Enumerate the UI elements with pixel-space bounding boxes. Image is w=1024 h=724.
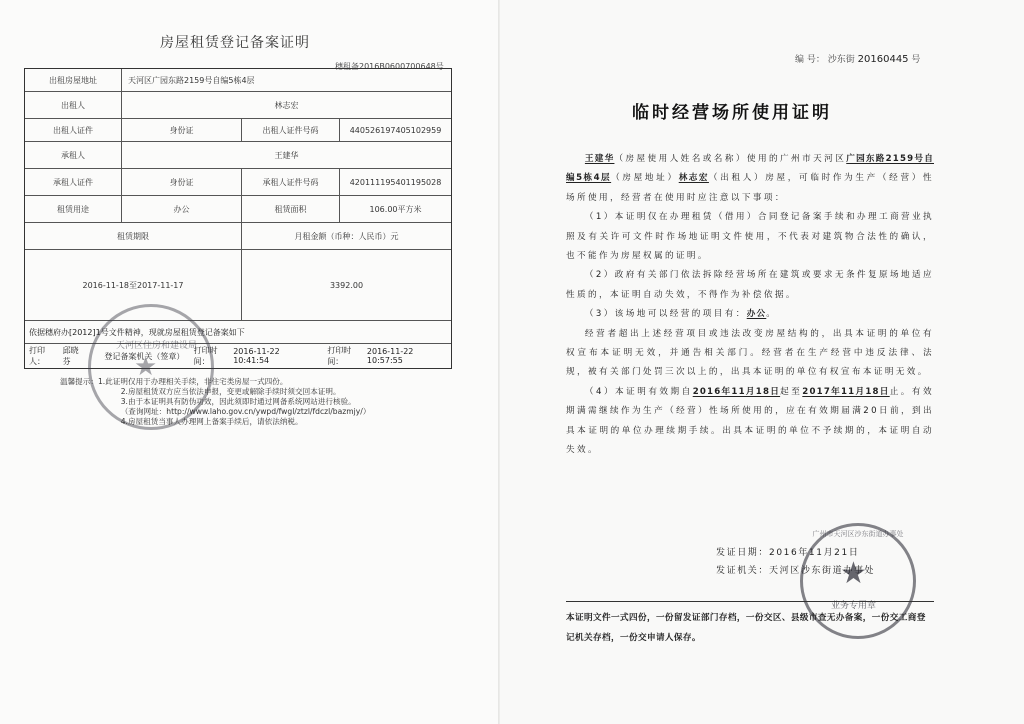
usage-label: 租赁用途 xyxy=(25,196,122,222)
notice-line: 3.由于本证明具有防伪功效，因此须即时通过网备系统网站进行核验。 xyxy=(120,397,356,406)
lessor-id-no: 440526197405102959 xyxy=(349,125,442,135)
notice-line: 温馨提示：1.此证明仅用于办理相关手续，非住宅类房屋一式四份。 xyxy=(60,377,288,386)
seal-ring-text: 广州市天河区沙东街道办事处 xyxy=(812,530,904,538)
lessee-value: 王建华 xyxy=(274,150,299,160)
footer-note: 本证明文件一式四份，一份留发证部门存档，一份交区、县级市查无办备案，一份交工商登记机关存档，一份交申请人保存。 xyxy=(566,613,926,643)
print-time: 2016-11-22 10:41:54 xyxy=(233,347,280,365)
lessor-id-type: 身份证 xyxy=(122,119,242,141)
table-row xyxy=(25,69,451,92)
basis-note: 依据穗府办[2012]1号文件精神，现就房屋租赁登记备案如下 xyxy=(29,327,245,337)
table-row xyxy=(25,321,451,344)
lessor-value: 林志宏 xyxy=(274,100,299,110)
usage-value: 办公 xyxy=(122,196,242,222)
seal-star-icon: ★ xyxy=(840,556,867,591)
premises-address: 广园东路2159号自编5栋4层 xyxy=(566,154,934,184)
lessee-label: 承租人 xyxy=(25,142,122,168)
lessee-id-no-label: 承租人证件号码 xyxy=(242,169,340,195)
notice-url: （查询网址：http://www.laho.gov.cn/ywpd/fwgl/ztzl/fdczl/bazmjy/） xyxy=(120,407,371,416)
period-value: 2016-11-18至2017-11-17 xyxy=(25,250,242,320)
printer-name: 邱晓芬 xyxy=(62,346,79,366)
printer-label: 打印人： xyxy=(29,346,45,366)
lessor-id-label: 出租人证件 xyxy=(25,119,122,141)
serial-no: 20160445 xyxy=(857,54,909,65)
user-name: 王建华 xyxy=(584,154,615,164)
paragraph-intro: 王建华（房屋使用人姓名或名称）使用的广州市天河区广园东路2159号自编5栋4层（房屋地址）林志宏（出租人）房屋，可临时作为生产（经营）性场所使用，经营者在使用时应注意以下事项： xyxy=(566,154,934,203)
seal-label: 业务专用章 xyxy=(831,601,877,611)
owner-name: 林志宏 xyxy=(678,173,709,184)
time2: 2016-11-22 10:57:55 xyxy=(366,347,414,365)
seal-text: 天河区住房和建设局 xyxy=(116,341,198,351)
table-row xyxy=(25,196,451,223)
area-label: 租赁面积 xyxy=(242,196,340,222)
serial-number: 编 号： 沙东街 20160445 号 xyxy=(795,54,921,65)
table-row xyxy=(25,142,451,169)
certificate-title: 临时经营场所使用证明 xyxy=(632,103,832,123)
table-row xyxy=(25,250,451,321)
print-time-label: 打印时间： xyxy=(193,346,218,366)
certificate-body xyxy=(566,150,934,461)
notice-block xyxy=(60,377,370,427)
business-scope: 办公 xyxy=(746,309,767,320)
address-label: 出租房屋地址 xyxy=(25,69,122,91)
seal-star-icon: ★ xyxy=(134,352,158,382)
divider xyxy=(566,601,934,602)
office-label: 登记备案机关（签章） xyxy=(104,351,185,361)
table-row xyxy=(25,223,451,250)
rent-label: 月租金额（币种：人民币）元 xyxy=(294,231,399,241)
area-value: 106.00平方米 xyxy=(369,204,422,214)
issuer: 发证机关：天河区沙东街道办事处 xyxy=(716,566,876,576)
time2-label: 打印时间： xyxy=(327,346,352,366)
issue-date: 发证日期：2016年11月21日 xyxy=(716,548,860,558)
table-row xyxy=(25,119,451,142)
valid-start: 2016年11月18日 xyxy=(692,386,781,397)
notice-line: 2.房屋租赁双方应当依法申报，变更或解除手续时须交回本证明。 xyxy=(120,387,341,396)
notice-title: 温馨提示： xyxy=(60,377,98,386)
lessee-id-label: 承租人证件 xyxy=(25,169,122,195)
registration-table xyxy=(24,68,452,369)
page-title: 房屋租赁登记备案证明 xyxy=(160,35,310,51)
item-3-detail: 经营者超出上述经营项目或违法改变房屋结构的，出具本证明的单位有权宣布本证明无效，并通告相关部门。经营者在生产经营中违反法律、法规，被有关部门处罚三次以上的，出具本证明的单位有权宣布本证明无效。 xyxy=(566,328,934,378)
lessee-id-type: 身份证 xyxy=(122,169,242,195)
lessor-id-no-label: 出租人证件号码 xyxy=(242,119,340,141)
file-number: 穗租备2016B0600700648号 xyxy=(335,62,444,71)
rental-registration-page xyxy=(0,0,500,724)
lessee-id-no: 420111195401195028 xyxy=(349,177,442,187)
table-row xyxy=(25,169,451,196)
item-2: （2）政府有关部门依法拆除经营场所在建筑或要求无条件复原场地适应性质的，本证明自动失效，不得作为补偿依据。 xyxy=(566,270,934,300)
table-row xyxy=(25,92,451,119)
period-label: 租赁期限 xyxy=(25,223,242,249)
rent-value: 3392.00 xyxy=(329,280,364,290)
notice-line: 4.房屋租赁当事人办理网上备案手续后，请依法纳税。 xyxy=(120,417,303,426)
address-value: 天河区广园东路2159号自编5栋4层 xyxy=(128,75,255,85)
item-3: （3）该场地可以经营的项目有：办公。 xyxy=(584,309,778,320)
item-1: （1）本证明仅在办理租赁（借用）合同登记备案手续和办理工商营业执照及有关许可文件时作场地证明文件使用，不代表对建筑物合法性的确认，也不能作为房屋权属的证明。 xyxy=(566,212,934,262)
valid-end: 2017年11月18日 xyxy=(802,386,890,397)
item-4: （4）本证明有效期自2016年11月18日起至2017年11月18日止。有效期满需继续作为生产（经营）性场所使用的，应在有效期届满20日前，到出具本证明的单位办理续期手续。出具本证明的单位不予续期的，本证明自动失效。 xyxy=(566,386,934,456)
lessor-label: 出租人 xyxy=(25,92,122,118)
